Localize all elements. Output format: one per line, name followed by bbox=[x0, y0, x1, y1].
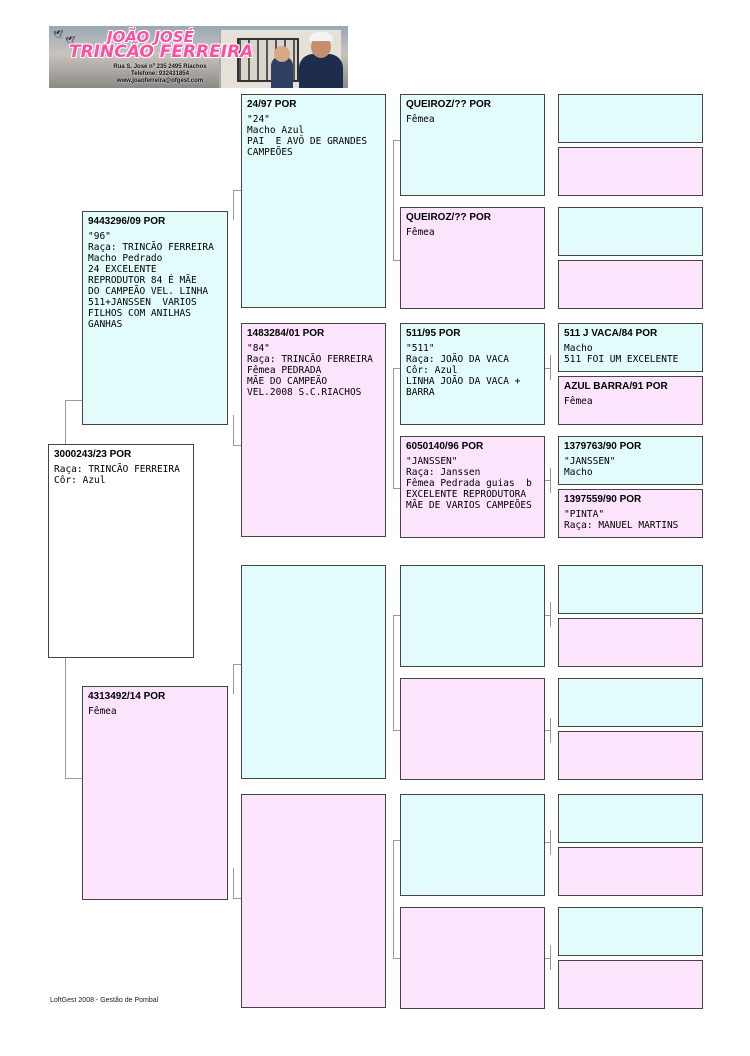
connector bbox=[545, 842, 550, 843]
connector bbox=[545, 368, 550, 369]
gggp-card[interactable] bbox=[558, 489, 703, 538]
pigeon-details: Raça: TRINCÃO FERREIRA Côr: Azul bbox=[54, 464, 180, 486]
ring-number: 1379763/90 POR bbox=[564, 441, 642, 452]
pigeon-details: "96" Raça: TRINCÃO FERREIRA Macho Pedrado 24 EXCELENTE REPRODUTOR 84 É MÃE DO CAMPEÃO VEL. LINHA 511+JANSSEN VARIOS FILHOS COM ANILHAS GANHAS bbox=[88, 231, 214, 330]
pigeon-details: Fêmea bbox=[564, 396, 593, 407]
connector bbox=[545, 958, 550, 959]
connector bbox=[393, 140, 400, 141]
banner-address: Rua S. José nº 235 2495 Riachos bbox=[113, 64, 207, 70]
gggp-card[interactable] bbox=[558, 260, 703, 309]
dam-sire-card[interactable] bbox=[241, 565, 386, 779]
banner-cap bbox=[309, 32, 333, 41]
ggp-card[interactable] bbox=[400, 794, 545, 896]
ring-number: QUEIROZ/?? POR bbox=[406, 99, 491, 110]
connector bbox=[393, 488, 400, 489]
banner-title-line1: JOÃO JOSÉ bbox=[107, 28, 194, 46]
connector bbox=[545, 480, 550, 481]
sire-sire-card[interactable] bbox=[241, 94, 386, 308]
header-banner bbox=[49, 26, 348, 88]
pigeon-details: Fêmea bbox=[88, 706, 117, 717]
pigeon-details: "PINTA" Raça: MANUEL MARTINS bbox=[564, 509, 679, 531]
pigeon-details: "24" Macho Azul PAI E AVÔ DE GRANDES CAMPEÕES bbox=[247, 114, 368, 158]
connector bbox=[233, 898, 241, 899]
sire-card[interactable] bbox=[82, 211, 228, 425]
connector bbox=[65, 400, 66, 446]
footer-text: LoftGest 2008 - Gestão de Pombal bbox=[50, 997, 159, 1004]
pigeon-details: Fêmea bbox=[406, 227, 435, 238]
ring-number: 1397559/90 POR bbox=[564, 494, 642, 505]
ring-number: 9443296/09 POR bbox=[88, 216, 166, 227]
banner-web: www.joaoferreira@ofgest.com bbox=[116, 78, 204, 84]
pigeon-details: "JANSSEN" Macho bbox=[564, 456, 616, 478]
connector bbox=[393, 368, 394, 488]
pigeon-details: "84" Raça: TRINCÃO FERREIRA Fêmea PEDRADA MÃE DO CAMPEÃO VEL.2008 S.C.RIACHOS bbox=[247, 343, 373, 398]
pigeon-details: "JANSSEN" Raça: Janssen Fêmea Pedrada guias b EXCELENTE REPRODUTORA MÃE DE VARIOS CAMPEÕES bbox=[406, 456, 532, 511]
ggp-card[interactable] bbox=[400, 323, 545, 425]
connector bbox=[393, 958, 400, 959]
gggp-card[interactable] bbox=[558, 376, 703, 425]
subject-card[interactable] bbox=[48, 444, 194, 658]
ggp-card[interactable] bbox=[400, 678, 545, 780]
dam-dam-card[interactable] bbox=[241, 794, 386, 1008]
ring-number: QUEIROZ/?? POR bbox=[406, 212, 491, 223]
gggp-card[interactable] bbox=[558, 436, 703, 485]
connector bbox=[550, 945, 551, 970]
gggp-card[interactable] bbox=[558, 618, 703, 667]
connector bbox=[393, 368, 400, 369]
connector bbox=[233, 415, 234, 445]
connector bbox=[393, 615, 400, 616]
gggp-card[interactable] bbox=[558, 907, 703, 956]
banner-title-line2: TRINCÃO FERREIRA bbox=[69, 42, 254, 62]
ggp-card[interactable] bbox=[400, 207, 545, 309]
gggp-card[interactable] bbox=[558, 794, 703, 843]
gggp-card[interactable] bbox=[558, 731, 703, 780]
pigeon-details: Macho 511 FOI UM EXCELENTE bbox=[564, 343, 679, 365]
ggp-card[interactable] bbox=[400, 436, 545, 538]
gggp-card[interactable] bbox=[558, 678, 703, 727]
connector bbox=[550, 718, 551, 743]
connector bbox=[393, 840, 394, 958]
pigeon-details: Fêmea bbox=[406, 114, 435, 125]
connector bbox=[393, 260, 400, 261]
connector bbox=[233, 868, 234, 898]
pigeon-icon: 🕊 bbox=[65, 36, 76, 45]
banner-phone: Telefone: 932431854 bbox=[131, 71, 189, 77]
connector bbox=[393, 730, 400, 731]
connector bbox=[545, 615, 550, 616]
connector bbox=[545, 730, 550, 731]
gggp-card[interactable] bbox=[558, 94, 703, 143]
connector bbox=[550, 602, 551, 627]
connector bbox=[393, 615, 394, 730]
ring-number: 24/97 POR bbox=[247, 99, 297, 110]
ring-number: 4313492/14 POR bbox=[88, 691, 166, 702]
ring-number: 3000243/23 POR bbox=[54, 449, 132, 460]
connector bbox=[550, 830, 551, 855]
connector bbox=[65, 658, 66, 778]
ring-number: 1483284/01 POR bbox=[247, 328, 325, 339]
gggp-card[interactable] bbox=[558, 207, 703, 256]
pigeon-icon: 🕊 bbox=[53, 30, 64, 39]
gggp-card[interactable] bbox=[558, 565, 703, 614]
ring-number: AZUL BARRA/91 POR bbox=[564, 381, 668, 392]
gggp-card[interactable] bbox=[558, 847, 703, 896]
connector bbox=[233, 190, 241, 191]
ggp-card[interactable] bbox=[400, 907, 545, 1009]
ring-number: 511 J VACA/84 POR bbox=[564, 328, 658, 339]
ring-number: 511/95 POR bbox=[406, 328, 461, 339]
connector bbox=[393, 840, 400, 841]
connector bbox=[65, 400, 82, 401]
ggp-card[interactable] bbox=[400, 565, 545, 667]
connector bbox=[550, 468, 551, 493]
connector bbox=[233, 664, 234, 694]
banner-man bbox=[299, 54, 343, 88]
dam-card[interactable] bbox=[82, 686, 228, 900]
connector bbox=[233, 445, 241, 446]
connector bbox=[233, 190, 234, 220]
ring-number: 6050140/96 POR bbox=[406, 441, 484, 452]
gggp-card[interactable] bbox=[558, 147, 703, 196]
connector bbox=[550, 355, 551, 380]
connector bbox=[65, 778, 82, 779]
connector bbox=[393, 140, 394, 260]
gggp-card[interactable] bbox=[558, 960, 703, 1009]
pigeon-details: "511" Raça: JOÃO DA VACA Côr: Azul LINHA JOÃO DA VACA + BARRA bbox=[406, 343, 521, 398]
ggp-card[interactable] bbox=[400, 94, 545, 196]
sire-dam-card[interactable] bbox=[241, 323, 386, 537]
banner-boy-head bbox=[274, 46, 290, 62]
banner-contact bbox=[95, 64, 225, 85]
gggp-card[interactable] bbox=[558, 323, 703, 372]
connector bbox=[233, 664, 241, 665]
